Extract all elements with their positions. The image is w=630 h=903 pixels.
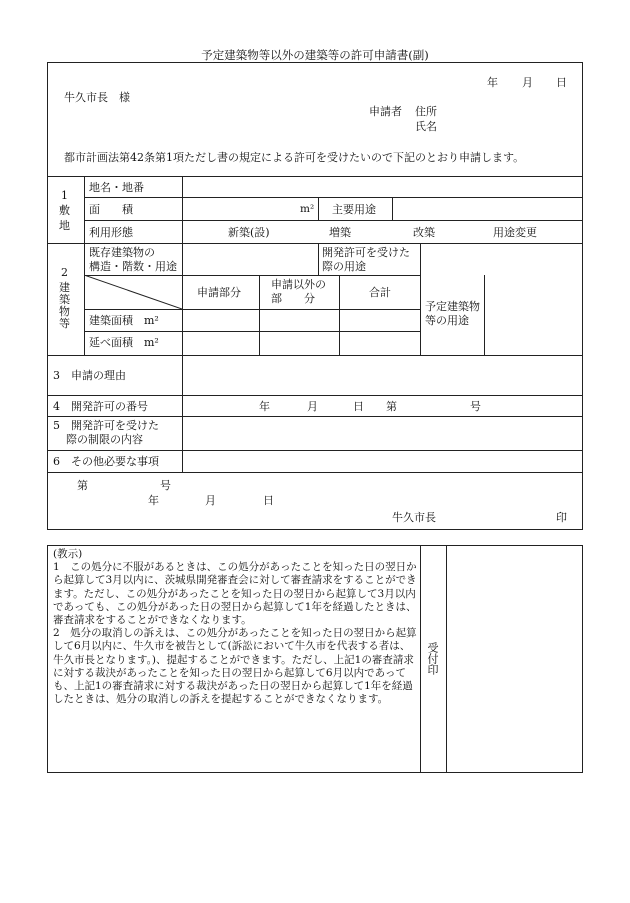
page-title: 予定建築物等以外の建築等の許可申請書(副)	[201, 48, 429, 62]
existing-building-label-1: 既存建築物の	[89, 246, 155, 259]
date-month-label: 月	[522, 76, 533, 89]
building-number: 2	[61, 266, 68, 279]
approval-year: 年	[148, 494, 159, 507]
approval-go: 号	[160, 479, 171, 492]
address-label: 住所	[415, 105, 437, 118]
approval-dai: 第	[77, 479, 88, 492]
existing-building-label-2: 構造・階数・用途	[89, 260, 177, 273]
reason-label: 3 申請の理由	[53, 369, 126, 382]
permit-go: 号	[470, 400, 481, 413]
receipt-stamp-label: 受付印	[426, 642, 439, 675]
use-option-extension: 増築	[329, 226, 351, 239]
use-option-rebuild: 改築	[413, 226, 435, 239]
use-type-label: 利用形態	[89, 226, 133, 239]
notice-heading: (教示)	[53, 548, 83, 560]
dev-use-label-1: 開発許可を受けた	[322, 246, 410, 259]
name-label: 氏名	[415, 120, 437, 133]
building-area-label: 建築面積 m²	[89, 314, 159, 327]
col-other-part-2: 部 分	[271, 292, 315, 305]
site-label-2: 地	[59, 219, 70, 232]
site-label-1: 敷	[59, 204, 70, 217]
lot-label: 地名・地番	[89, 181, 144, 194]
restriction-label-2: 際の制限の内容	[66, 433, 143, 446]
dev-use-label-2: 際の用途	[322, 260, 366, 273]
building-label-2: 築	[59, 293, 70, 306]
col-applied-part: 申請部分	[197, 286, 241, 299]
application-statement: 都市計画法第42条第1項ただし書の規定による許可を受けたいので下記のとおり申請します。	[64, 151, 525, 164]
approval-month: 月	[205, 494, 216, 507]
main-use-label: 主要用途	[332, 203, 376, 216]
col-total: 合計	[369, 286, 391, 299]
date-day-label: 日	[556, 76, 567, 89]
permit-day: 日	[353, 400, 364, 413]
floor-area-label: 延べ面積 m²	[89, 336, 159, 349]
applicant-label: 申請者	[369, 105, 402, 118]
notice-paragraph-2: 2 処分の取消しの訴えは、この処分があったことを知った日の翌日から起算して6月以内に、牛久市を被告として(訴訟において牛久市を代表する者は、牛久市長となります。)、提起することができます。ただし、上記1の審査請求に対する裁決があったことを知った日の翌日から起算して6月以内であっても、上記1の審査請求に対する裁決があった日の翌日から起算して1年を経過したときは、処分の取消しの訴えを提起することができなくなります。	[53, 627, 417, 706]
diagonal-line	[84, 275, 182, 309]
restriction-label-1: 5 開発許可を受けた	[53, 419, 159, 432]
addressee: 牛久市長 様	[64, 91, 130, 104]
permit-number-label: 4 開発許可の番号	[53, 400, 148, 413]
notice-text	[53, 548, 417, 706]
permit-month: 月	[307, 400, 318, 413]
area-label: 面 積	[89, 203, 133, 216]
site-number: 1	[61, 189, 68, 202]
approval-seal: 印	[556, 511, 567, 524]
date-year-label: 年	[487, 76, 498, 89]
notice-paragraph-1: 1 この処分に不服があるときは、この処分があったことを知った日の翌日から起算して3月以内に、茨城県開発審査会に対して審査請求をすることができます。ただし、この処分があったことを知った日の翌日から起算して3月以内であっても、この処分があった日の翌日から起算して1年を経過したときは、審査請求をすることができなくなります。	[53, 561, 417, 627]
planned-use-label-2: 等の用途	[425, 314, 469, 327]
permit-dai: 第	[386, 400, 397, 413]
planned-use-label-1: 予定建築物	[425, 300, 480, 313]
building-label-4: 等	[59, 317, 70, 330]
col-other-part-1: 申請以外の	[271, 278, 326, 291]
approval-mayor: 牛久市長	[392, 511, 436, 524]
building-label-1: 建	[59, 281, 70, 294]
area-unit: m²	[300, 203, 315, 215]
approval-day: 日	[263, 494, 274, 507]
use-option-change: 用途変更	[493, 226, 537, 239]
permit-year: 年	[259, 400, 270, 413]
use-option-new: 新築(設)	[228, 226, 270, 239]
other-matters-label: 6 その他必要な事項	[53, 455, 159, 468]
building-label-3: 物	[59, 305, 70, 318]
